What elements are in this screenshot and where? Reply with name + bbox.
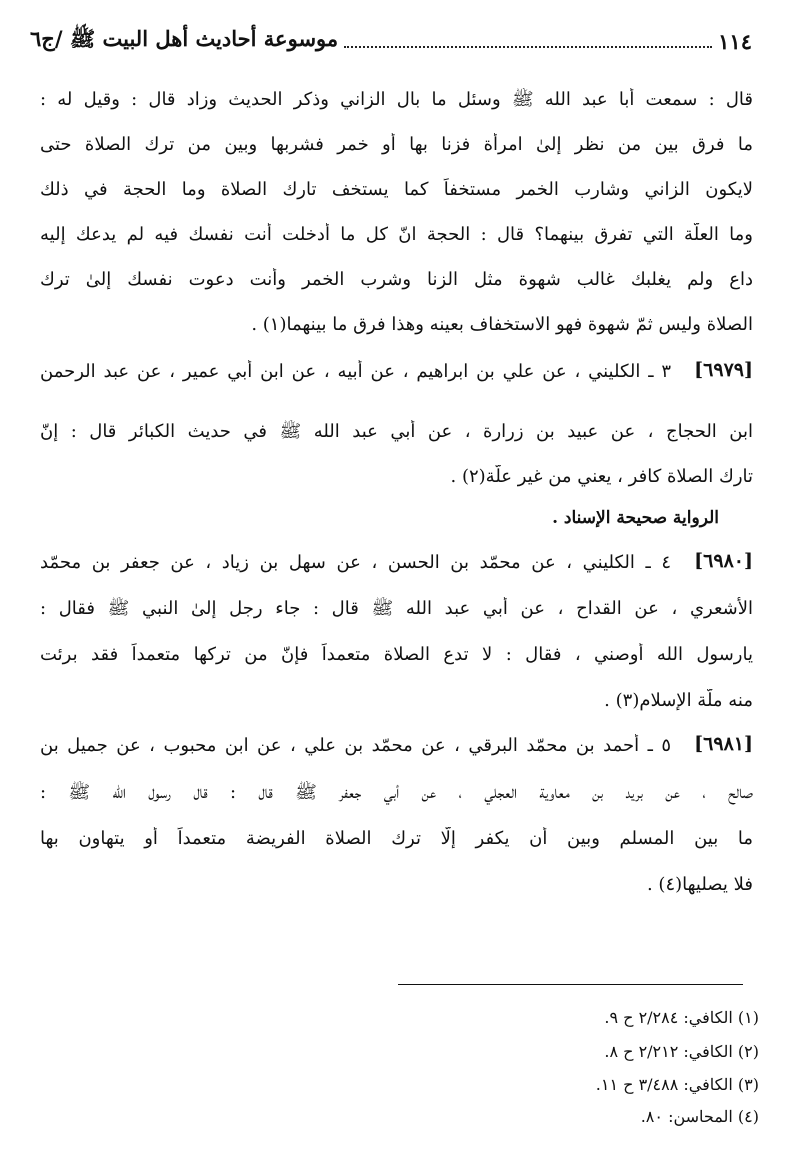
text-line: صالح ، عن بريد بن معاوية العجلي ، عن أبي جعفر ﷺ قال : قال رسول الله ﷺ : <box>40 782 753 803</box>
text-line: منه ملّة الإسلام(٣) . <box>604 690 753 711</box>
text-line: وما العلّة التي تفرق بينهما؟ قال : الحجة انّ كل ما أدخلت أنت نفسك فيه لم يدعك إليه <box>40 224 753 245</box>
text-line: ما بين المسلم وبين أن يكفر إلّا ترك الصلاة الفريضة متعمداً أو يتهاون بها <box>40 828 753 849</box>
text-line: الصلاة وليس ثمّ شهوة فهو الاستخفاف بعينه وهذا فرق ما بينهما(١) . <box>251 314 753 335</box>
text-line: ٥ ـ أحمد بن محمّد البرقي ، عن محمّد بن علي ، عن ابن محبوب ، عن جميل بن <box>40 735 671 756</box>
running-title: موسوعة أحاديث أهل البيت ﷺ /ج٦ <box>30 25 339 51</box>
text-line: ٤ ـ الكليني ، عن محمّد بن الحسن ، عن سهل بن زياد ، عن جعفر بن محمّد <box>40 552 671 573</box>
text-line: تارك الصلاة كافر ، يعني من غير علّة(٢) . <box>450 466 753 487</box>
footnote: (٣) الكافي: ٣/٤٨٨ ح ١١. <box>595 1075 759 1094</box>
footnote: (١) الكافي: ٢/٢٨٤ ح ٩. <box>604 1008 759 1027</box>
text-line: ما فرق بين من نظر إلىٰ امرأة فزنا بها أو خمر فشربها وبين من ترك الصلاة حتى <box>40 134 753 155</box>
hadith-number: [٦٩٨١] <box>694 733 753 755</box>
footnote: (٢) الكافي: ٢/٢١٢ ح ٨. <box>604 1042 759 1061</box>
text-line: الأشعري ، عن القداح ، عن أبي عبد الله ﷺ قال : جاء رجل إلىٰ النبي ﷺ فقال : <box>40 598 753 619</box>
page-number: ١١٤ <box>718 28 752 54</box>
text-line: قال : سمعت أبا عبد الله ﷺ وسئل ما بال الزاني وذكر الحديث وزاد قال : وقيل له : <box>40 89 753 110</box>
text-line: فلا يصليها(٤) . <box>646 874 753 895</box>
text-line: داع ولم يغلبك غالب شهوة مثل الزنا وشرب الخمر وأنت دعوت نفسك إلىٰ ترك <box>40 269 753 290</box>
footnote: (٤) المحاسن: ٨٠. <box>640 1107 759 1126</box>
page-header <box>30 24 752 58</box>
footnote-divider <box>398 984 743 985</box>
chain-note: الرواية صحيحة الإسناد . <box>552 508 719 528</box>
header-dotted-leader <box>344 34 712 48</box>
text-line: ٣ ـ الكليني ، عن علي بن ابراهيم ، عن أبيه ، عن ابن أبي عمير ، عن عبد الرحمن <box>40 361 671 382</box>
text-line: يارسول الله أوصني ، فقال : لا تدع الصلاة متعمداً فإنّ من تركها متعمداً فقد برئت <box>40 644 753 665</box>
hadith-number: [٦٩٨٠] <box>694 550 753 572</box>
hadith-number: [٦٩٧٩] <box>694 359 753 381</box>
text-line: ابن الحجاج ، عن عبيد بن زرارة ، عن أبي عبد الله ﷺ في حديث الكبائر قال : إنّ <box>40 421 753 442</box>
text-line: لايكون الزاني وشارب الخمر مستخفاً كما يستخف تارك الصلاة وما الحجة في ذلك <box>40 179 753 200</box>
